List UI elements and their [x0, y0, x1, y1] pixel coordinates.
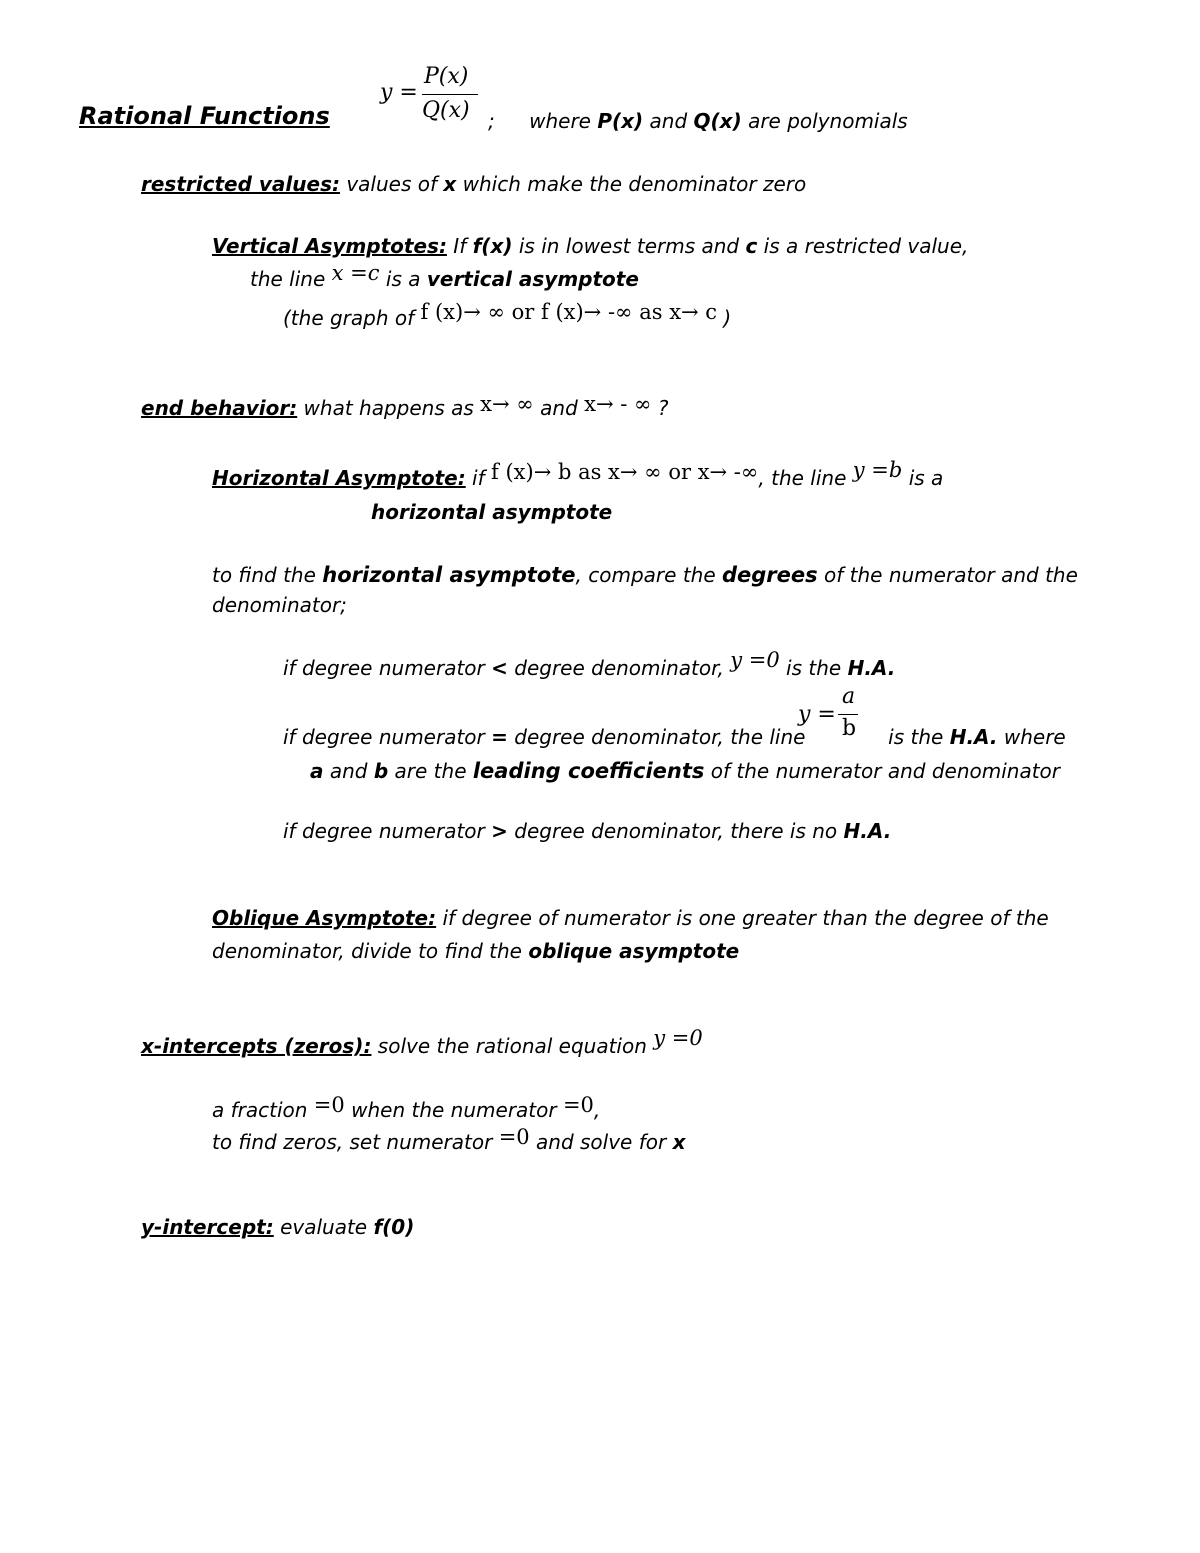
text: and solve for [529, 1130, 673, 1154]
math: x→ ∞ [480, 392, 534, 416]
oblique-asymptote-line2 [212, 938, 739, 964]
text: when the numerator [344, 1098, 563, 1122]
text: evaluate [273, 1215, 374, 1239]
text: (the graph of [283, 306, 421, 330]
text: if degree numerator [283, 656, 492, 680]
text-bold: leading coefficients [472, 759, 705, 783]
ratio-formula [798, 684, 868, 746]
math: f (x)→ b as x→ ∞ or x→ -∞ [491, 460, 759, 484]
text: If [446, 234, 473, 258]
semicolon: ; [488, 109, 495, 133]
math: =0 [498, 1125, 530, 1149]
ratio-lhs: y = [798, 702, 836, 727]
definition-numerator: P(x) [424, 64, 469, 89]
y-intercept-line [141, 1214, 414, 1240]
end-behavior-heading: end behavior: [141, 396, 298, 420]
text: where [997, 725, 1066, 749]
text-bold: horizontal asymptote [322, 563, 576, 587]
x-intercepts-heading: x-intercepts (zeros): [141, 1034, 372, 1058]
text: ? [651, 396, 669, 420]
text: is the [779, 656, 848, 680]
math: y =0 [653, 1026, 703, 1050]
note-text: where [529, 109, 598, 133]
text: values of [339, 172, 444, 196]
definition-lhs: y = [380, 80, 418, 105]
x-intercepts-line3 [212, 1125, 686, 1155]
rule-equal-line2 [310, 758, 1060, 784]
end-behavior-line [141, 392, 669, 421]
horizontal-asymptote-line1 [212, 458, 944, 491]
y-intercept-heading: y-intercept: [141, 1215, 274, 1239]
math: y =b [852, 458, 903, 482]
find-ha-line2 [212, 592, 347, 618]
rule-equal [283, 724, 1066, 750]
rule-greater-than [283, 818, 891, 844]
text: ) [717, 306, 732, 330]
text-bold: f(0) [373, 1215, 415, 1239]
text-bold: H.A. [847, 656, 896, 680]
text-bold: b [373, 759, 389, 783]
vertical-asymptote-heading: Vertical Asymptotes: [212, 234, 447, 258]
text-bold: H.A. [949, 725, 998, 749]
text: degree denominator, the line [507, 725, 812, 749]
text: degree denominator, [507, 656, 731, 680]
x-intercepts-line2 [212, 1093, 601, 1123]
x-intercepts-line [141, 1026, 703, 1059]
text-bold: H.A. [843, 819, 892, 843]
vertical-asymptote-line2 [250, 261, 639, 292]
text-bold: x [672, 1130, 686, 1154]
math: y =0 [730, 648, 780, 672]
text: if degree of numerator is one greater than the degree of the [436, 906, 1049, 930]
ratio-numerator: a [842, 684, 856, 709]
text: , compare the [575, 563, 722, 587]
text: of the numerator and denominator [704, 759, 1061, 783]
text: , the line [758, 466, 853, 490]
horizontal-asymptote-line2 [371, 499, 612, 525]
note-p: P(x) [597, 109, 644, 133]
vertical-asymptote-line3 [283, 300, 732, 331]
math: =0 [313, 1093, 345, 1117]
text: solve the rational equation [371, 1034, 654, 1058]
oblique-asymptote-line1 [212, 905, 1049, 931]
text: is in lowest terms and [512, 234, 746, 258]
text: denominator; [212, 593, 347, 617]
text-bold: x [443, 172, 457, 196]
text-bold: f(x) [472, 234, 513, 258]
text-bold: c [745, 234, 758, 258]
text: and [533, 396, 585, 420]
text: degree denominator, there is no [507, 819, 844, 843]
restricted-values-heading: restricted values: [141, 172, 340, 196]
text: are the [388, 759, 473, 783]
text: the line [250, 267, 332, 291]
restricted-values-line [141, 171, 806, 197]
text: , [593, 1098, 601, 1122]
operator: < [491, 656, 508, 680]
text-bold: a [310, 759, 324, 783]
operator: > [491, 819, 508, 843]
definition-formula [380, 62, 500, 132]
fraction-bar [838, 714, 858, 715]
vertical-asymptote-line1 [212, 233, 968, 259]
definition-denominator: Q(x) [422, 98, 470, 123]
horizontal-asymptote-heading: Horizontal Asymptote: [212, 466, 466, 490]
note-text: are polynomials [741, 109, 908, 133]
math: x =c [331, 261, 380, 285]
text: if degree numerator [283, 819, 492, 843]
text: is the [881, 725, 950, 749]
text: and [323, 759, 374, 783]
text: if degree numerator [283, 725, 492, 749]
text: of the numerator and the [817, 563, 1078, 587]
math: =0 [562, 1093, 594, 1117]
note-text: and [643, 109, 694, 133]
math: x→ - ∞ [584, 392, 652, 416]
rule-less-than [283, 648, 896, 681]
text-bold: degrees [722, 563, 818, 587]
operator: = [491, 725, 508, 749]
text-bold: horizontal asymptote [371, 500, 613, 524]
fraction-bar [422, 94, 478, 95]
page-title [79, 103, 330, 129]
title-text: Rational Functions [79, 102, 330, 130]
note-q: Q(x) [693, 109, 742, 133]
text: is a [379, 267, 427, 291]
text: if [465, 466, 492, 490]
math: f (x)→ ∞ or f (x)→ -∞ as x→ c [420, 300, 718, 324]
definition-note [488, 108, 908, 134]
text-bold: vertical asymptote [426, 267, 639, 291]
text: which make the denominator zero [456, 172, 807, 196]
ratio-denominator: b [842, 716, 857, 741]
text: to find zeros, set numerator [212, 1130, 499, 1154]
text: denominator, divide to find the [212, 939, 529, 963]
find-ha-line1 [212, 562, 1078, 588]
text: is a restricted value, [757, 234, 969, 258]
text: a fraction [212, 1098, 314, 1122]
text: is a [902, 466, 944, 490]
text-bold: oblique asymptote [528, 939, 740, 963]
text: to find the [212, 563, 323, 587]
oblique-asymptote-heading: Oblique Asymptote: [212, 906, 437, 930]
text: what happens as [297, 396, 481, 420]
